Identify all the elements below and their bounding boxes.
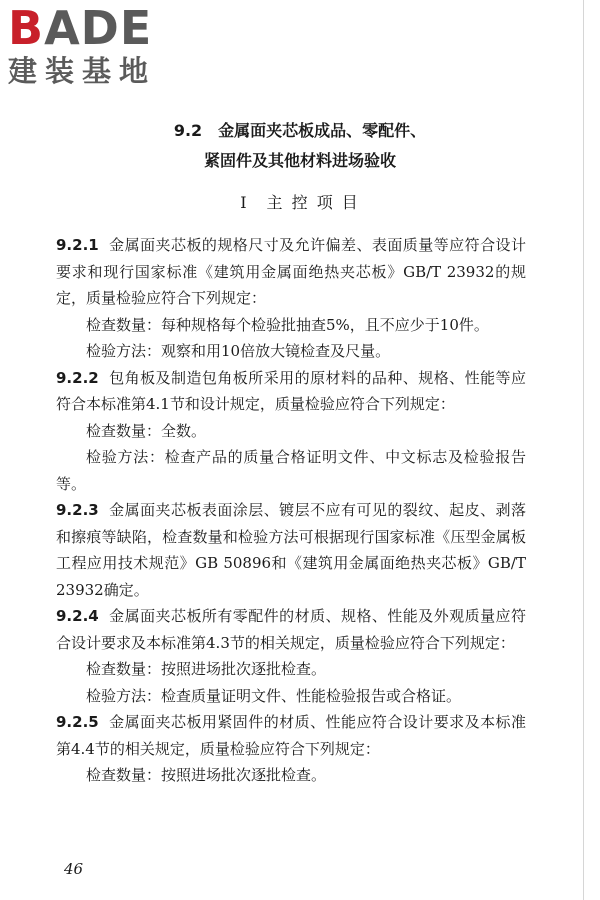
clause-item: 检验方法：观察和用10倍放大镜检查及尺量。 <box>86 342 391 360</box>
logo-wordmark <box>8 1 183 55</box>
clause-item: 检查数量：每种规格每个检验批抽查5%，且不应少于10件。 <box>86 315 489 334</box>
brand-logo <box>8 1 183 88</box>
section-heading-line1: 9.2 金属面夹芯板成品、零配件、 <box>173 121 427 140</box>
clause-paragraph <box>56 497 526 603</box>
clause-item: 检查数量：全数。 <box>86 421 207 440</box>
clause-text: 包角板及制造包角板所采用的原材料的品种、规格、性能等应符合本标准第4.1节和设计规定，质量检验应符合下列规定： <box>56 368 526 413</box>
clause-text: 金属面夹芯板所有零配件的材质、规格、性能及外观质量应符合设计要求及本标准第4.3节的相关规定，质量检验应符合下列规定： <box>56 607 526 652</box>
clause-text: 金属面夹芯板表面涂层、镀层不应有可见的裂纹、起皮、剥落和擦痕等缺陷，检查数量和检验方法可根据现行国家标准《压型金属板工程应用技术规范》GB 50896和《建筑用金属面绝热夹芯板》GB/T 23932确定。 <box>56 501 526 599</box>
logo-rest-letters: ADE <box>44 1 153 55</box>
document-body <box>56 232 526 789</box>
clause-item: 检验方法：检查质量证明文件、性能检验报告或合格证。 <box>86 686 462 705</box>
clause-number: 9.2.2 <box>56 368 99 387</box>
clause-number: 9.2.5 <box>56 713 99 731</box>
logo-accent-letter: B <box>8 1 45 55</box>
logo-subtitle: 建装基地 <box>8 54 157 88</box>
clause-number: 9.2.3 <box>56 501 99 519</box>
clause-text: 金属面夹芯板的规格尺寸及允许偏差、表面质量等应符合设计要求和现行国家标准《建筑用金属面绝热夹芯板》GB/T 23932的规定，质量检验应符合下列规定： <box>56 236 526 307</box>
clause-paragraph <box>56 603 526 656</box>
clause-number: 9.2.4 <box>56 607 99 625</box>
clause-paragraph <box>56 232 526 312</box>
page-number: 46 <box>64 860 84 878</box>
section-heading-line2: 紧固件及其他材料进场验收 <box>203 151 396 170</box>
clause-text: 金属面夹芯板用紧固件的材质、性能应符合设计要求及本标准第4.4节的相关规定，质量检验应符合下列规定： <box>56 713 526 758</box>
clause-paragraph <box>56 709 526 762</box>
section-heading <box>0 116 600 176</box>
clause-item: 检查数量：按照进场批次逐批检查。 <box>86 660 327 678</box>
clause-item: 检查数量：按照进场批次逐批检查。 <box>86 766 327 784</box>
clause-item: 检验方法：检查产品的质量合格证明文件、中文标志及检验报告等。 <box>56 448 526 493</box>
clause-paragraph <box>56 365 526 418</box>
clause-number: 9.2.1 <box>56 236 99 254</box>
section-subheading: Ⅰ 主 控 项 目 <box>240 193 360 212</box>
